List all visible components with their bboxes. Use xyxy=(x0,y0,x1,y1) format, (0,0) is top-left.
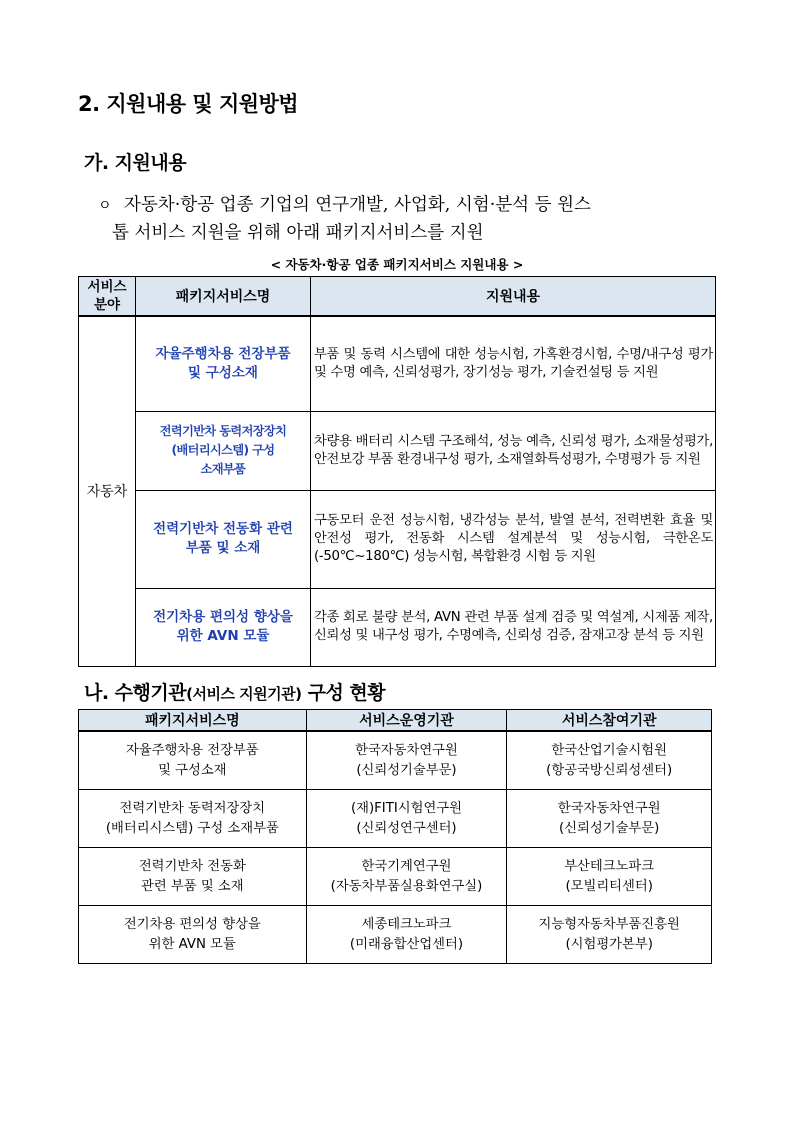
table-row xyxy=(79,411,716,490)
package-name-cell xyxy=(79,906,307,964)
category-cell: 자동차 xyxy=(79,316,136,666)
package-name: 자율주행차용 전장부품 및 구성소재 xyxy=(155,345,291,381)
institution-table xyxy=(78,709,712,964)
header-category-text: 서비스 분야 xyxy=(87,279,127,313)
bullet-mark: ㅇ xyxy=(98,198,112,214)
operating-institution-cell xyxy=(306,790,507,848)
table1-header-row xyxy=(79,277,716,317)
package-name-cell xyxy=(79,790,307,848)
table-row xyxy=(79,906,712,964)
operating-institution-cell xyxy=(306,731,507,790)
package-name-cell xyxy=(136,411,311,490)
participating-institution: 한국산업기술시험원 (항공국방신뢰성센터) xyxy=(546,742,673,778)
operating-institution: 한국자동차연구원 (신뢰성기술부문) xyxy=(355,742,458,778)
participating-institution-cell xyxy=(507,848,712,906)
table-row xyxy=(79,490,716,588)
support-content-cell: 각종 회로 불량 분석, AVN 관련 부품 설계 검증 및 역설계, 시제품 제작, 신뢰성 및 내구성 평가, 수명예측, 신뢰성 검증, 잠재고장 분석 등 지원 xyxy=(311,588,716,666)
participating-institution: 부산테크노파크 (모빌리티센터) xyxy=(564,858,655,894)
package-name: 전기차용 편의성 향상을 위한 AVN 모듈 xyxy=(153,609,293,644)
operating-institution: (재)FITI시험연구원 (신뢰성연구센터) xyxy=(350,800,462,836)
table-row xyxy=(79,588,716,666)
subsection-a-title: 가. 지원내용 xyxy=(84,152,187,174)
table-row xyxy=(79,790,712,848)
bullet-line-1: 자동차·항공 업종 기업의 연구개발, 사업화, 시험·분석 등 원스 xyxy=(124,195,591,215)
header-package-name: 패키지서비스명 xyxy=(79,710,307,732)
participating-institution: 지능형자동차부품진흥원 (시험평가본부) xyxy=(538,916,680,952)
operating-institution: 세종테크노파크 (미래융합산업센터) xyxy=(349,916,464,952)
participating-institution: 한국자동차연구원 (신뢰성기술부문) xyxy=(557,800,661,836)
subsection-b-title xyxy=(84,678,385,705)
operating-institution-cell xyxy=(306,848,507,906)
section-title: 2. 지원내용 및 지원방법 xyxy=(78,92,299,116)
header-participating-institution: 서비스참여기관 xyxy=(507,710,712,732)
operating-institution-cell xyxy=(306,906,507,964)
table-row xyxy=(79,848,712,906)
participating-institution-cell xyxy=(507,790,712,848)
header-category xyxy=(79,277,136,317)
table2-header-row xyxy=(79,710,712,732)
package-name: 전력기반차 동력저장장치 (배터리시스템) 구성 소재부품 xyxy=(105,800,279,836)
package-name-cell xyxy=(136,490,311,588)
subsection-b-main: 나. 수행기관 xyxy=(84,682,187,704)
support-content-cell: 차량용 배터리 시스템 구조해석, 성능 예측, 신뢰성 평가, 소재물성평가, 안전보강 부품 환경내구성 평가, 소재열화특성평가, 수명평가 등 지원 xyxy=(311,411,716,490)
header-package-name: 패키지서비스명 xyxy=(136,277,311,317)
header-operating-institution: 서비스운영기관 xyxy=(306,710,507,732)
package-name: 전력기반차 전동화 관련 부품 및 소재 xyxy=(138,858,246,894)
table1-caption: < 자동차·항공 업종 패키지서비스 지원내용 > xyxy=(270,257,524,272)
package-service-table xyxy=(78,276,716,667)
package-name: 자율주행차용 전장부품 및 구성소재 xyxy=(125,742,259,778)
bullet-paragraph xyxy=(98,192,738,247)
support-content-cell: 구동모터 운전 성능시험, 냉각성능 분석, 발열 분석, 전력변환 효율 및 안전성 평가, 전동화 시스템 설계분석 및 성능시험, 극한온도(-50℃~180℃) 성능시험, 복합환경 시험 등 지원 xyxy=(311,490,716,588)
package-name-cell xyxy=(136,316,311,411)
package-name-cell xyxy=(79,848,307,906)
participating-institution-cell xyxy=(507,731,712,790)
package-name: 전력기반차 전동화 관련 부품 및 소재 xyxy=(153,521,293,556)
participating-institution-cell xyxy=(507,906,712,964)
subsection-b-paren: (서비스 지원기관) xyxy=(186,685,302,703)
support-content-cell: 부품 및 동력 시스템에 대한 성능시험, 가혹환경시험, 수명/내구성 평가 및 수명 예측, 신뢰성평가, 장기성능 평가, 기술컨설팅 등 지원 xyxy=(311,316,716,411)
package-name: 전력기반차 동력저장장치 (배터리시스템) 구성 소재부품 xyxy=(159,424,287,476)
header-support-content: 지원내용 xyxy=(311,277,716,317)
subsection-b-tail: 구성 현황 xyxy=(301,682,386,704)
table-row xyxy=(79,316,716,411)
bullet-line-2: 톱 서비스 지원을 위해 아래 패키지서비스를 지원 xyxy=(112,223,484,243)
table-row xyxy=(79,731,712,790)
package-name: 전기차용 편의성 향상을 위한 AVN 모듈 xyxy=(123,916,261,952)
package-name-cell xyxy=(136,588,311,666)
operating-institution: 한국기계연구원 (자동차부품실용화연구실) xyxy=(330,858,483,894)
package-name-cell xyxy=(79,731,307,790)
